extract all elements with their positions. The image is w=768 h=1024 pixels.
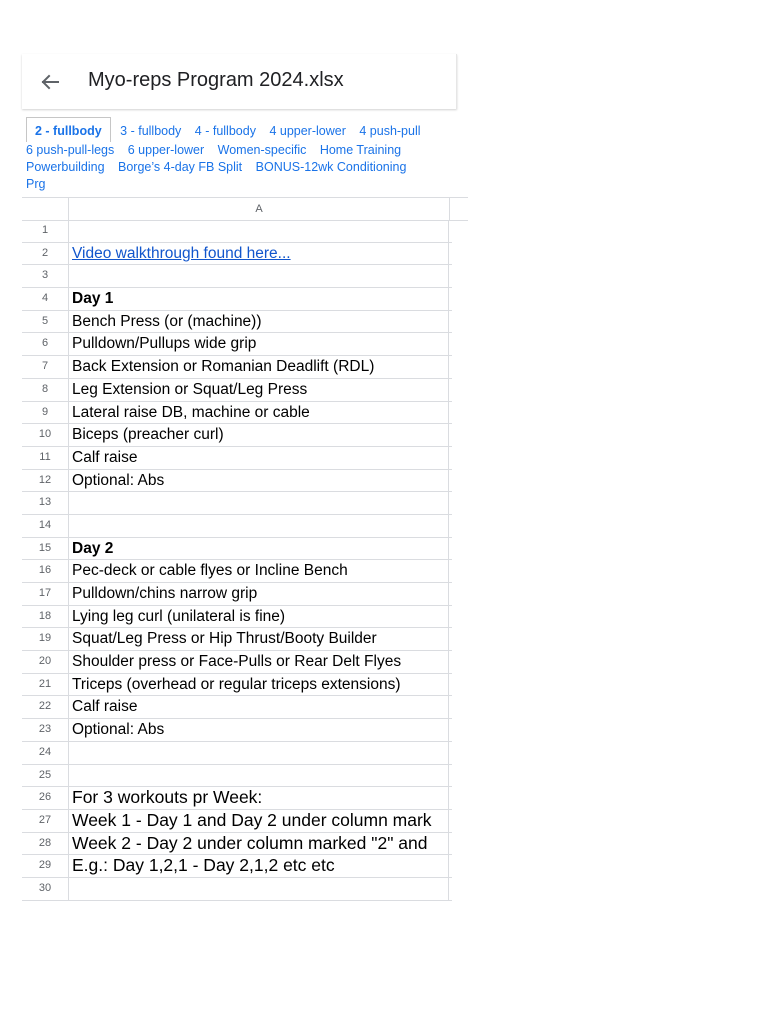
cell-a[interactable]: Calf raise <box>72 698 138 716</box>
sheet-rows <box>22 220 478 901</box>
tab-2-fullbody[interactable]: 2 - fullbody <box>26 117 111 142</box>
row-number[interactable]: 12 <box>22 470 69 492</box>
cell-a[interactable]: Optional: Abs <box>72 471 165 489</box>
column-divider <box>448 606 449 628</box>
cell-a[interactable]: Optional: Abs <box>72 721 165 739</box>
row-number[interactable]: 20 <box>22 651 69 673</box>
row-number[interactable]: 11 <box>22 447 69 469</box>
row-number[interactable]: 21 <box>22 674 69 696</box>
table-row <box>22 719 452 742</box>
cell-a[interactable]: Triceps (overhead or regular triceps extensions) <box>72 675 401 693</box>
row-number[interactable]: 22 <box>22 696 69 718</box>
table-row <box>22 492 452 515</box>
table-row <box>22 651 452 674</box>
tab-3-fullbody[interactable]: 3 - fullbody <box>120 124 182 138</box>
arrow-left-icon <box>36 68 64 96</box>
cell-a[interactable]: Calf raise <box>72 448 138 466</box>
cell-a[interactable]: Shoulder press or Face-Pulls or Rear Delt Flyes <box>72 653 402 671</box>
table-row <box>22 447 452 470</box>
row-number[interactable]: 6 <box>22 333 69 355</box>
table-row <box>22 878 452 901</box>
column-divider <box>448 719 449 741</box>
table-row <box>22 787 452 810</box>
column-header-row <box>22 197 468 221</box>
tab-6-push-pull-legs[interactable]: 6 push-pull-legs <box>26 143 115 157</box>
cell-a[interactable]: Biceps (preacher curl) <box>72 426 224 444</box>
tab-6-upper-lower[interactable]: 6 upper-lower <box>127 143 205 157</box>
tab-home-training[interactable]: Home Training <box>319 143 402 157</box>
back-button[interactable] <box>36 68 64 96</box>
column-divider <box>448 787 449 809</box>
table-row <box>22 243 452 266</box>
cell-a[interactable]: Week 2 - Day 2 under column marked "2" and <box>72 832 428 853</box>
table-row <box>22 288 452 311</box>
row-number[interactable]: 28 <box>22 833 69 855</box>
row-number[interactable]: 3 <box>22 265 69 287</box>
row-number[interactable]: 27 <box>22 810 69 832</box>
table-row <box>22 855 452 878</box>
row-number[interactable]: 9 <box>22 402 69 424</box>
cell-a[interactable]: Squat/Leg Press or Hip Thrust/Booty Builder <box>72 630 377 648</box>
column-divider <box>448 243 449 265</box>
table-row <box>22 356 452 379</box>
cell-a[interactable]: Day 2 <box>72 539 114 557</box>
cell-a[interactable]: Day 1 <box>72 290 114 308</box>
row-number[interactable]: 7 <box>22 356 69 378</box>
column-divider <box>448 470 449 492</box>
row-number[interactable]: 30 <box>22 878 69 900</box>
cell-a[interactable]: Pulldown/chins narrow grip <box>72 585 258 602</box>
column-divider <box>448 651 449 673</box>
row-number[interactable]: 29 <box>22 855 69 877</box>
column-divider <box>448 492 449 514</box>
cell-a[interactable]: For 3 workouts pr Week: <box>72 787 263 808</box>
video-walkthrough-link[interactable]: Video walkthrough found here... <box>72 244 291 262</box>
column-divider <box>448 265 449 287</box>
select-all-corner[interactable] <box>22 198 69 220</box>
table-row <box>22 220 452 243</box>
table-row <box>22 628 452 651</box>
cell-a[interactable]: Lateral raise DB, machine or cable <box>72 403 310 421</box>
row-number[interactable]: 5 <box>22 311 69 333</box>
column-divider <box>448 674 449 696</box>
row-number[interactable]: 16 <box>22 560 69 582</box>
table-row <box>22 674 452 697</box>
column-divider <box>448 515 449 537</box>
row-number[interactable]: 10 <box>22 424 69 446</box>
column-divider <box>448 311 449 333</box>
cell-a[interactable]: Week 1 - Day 1 and Day 2 under column mark <box>72 809 432 830</box>
table-row <box>22 333 452 356</box>
row-number[interactable]: 8 <box>22 379 69 401</box>
row-number[interactable]: 17 <box>22 583 69 605</box>
table-row <box>22 742 452 765</box>
table-row <box>22 833 452 856</box>
row-number[interactable]: 25 <box>22 765 69 787</box>
column-divider <box>448 220 449 242</box>
cell-a[interactable]: E.g.: Day 1,2,1 - Day 2,1,2 etc etc <box>72 855 335 876</box>
column-divider <box>448 833 449 855</box>
row-number[interactable]: 1 <box>22 220 69 242</box>
document-title: Myo-reps Program 2024.xlsx <box>88 69 344 91</box>
tab-4-push-pull[interactable]: 4 push-pull <box>359 124 421 138</box>
column-divider <box>448 878 449 900</box>
table-row <box>22 583 452 606</box>
tab-powerbuilding[interactable]: Powerbuilding <box>26 160 105 174</box>
cell-a[interactable]: Pulldown/Pullups wide grip <box>72 335 257 353</box>
table-row <box>22 424 452 447</box>
column-divider <box>448 810 449 832</box>
app-header <box>22 54 457 109</box>
column-divider <box>448 742 449 764</box>
table-row <box>22 765 452 788</box>
cell-a[interactable]: Leg Extension or Squat/Leg Press <box>72 380 308 398</box>
table-row <box>22 265 452 288</box>
table-row <box>22 311 452 334</box>
column-divider <box>448 538 449 560</box>
column-divider <box>448 560 449 582</box>
tab-4-upper-lower[interactable]: 4 upper-lower <box>269 124 346 138</box>
sheet-tabs <box>26 117 436 193</box>
tab-bonus-12wk-conditioning[interactable]: BONUS-12wk Conditioning Prg <box>26 160 407 191</box>
row-number[interactable]: 26 <box>22 787 69 809</box>
table-row <box>22 538 452 561</box>
cell-a[interactable]: Pec-deck or cable flyes or Incline Bench <box>72 562 348 580</box>
column-divider <box>448 333 449 355</box>
column-divider <box>448 583 449 605</box>
row-number[interactable]: 4 <box>22 288 69 310</box>
row-number[interactable]: 19 <box>22 628 69 650</box>
tab-borges-4-day-fb-split[interactable]: Borge’s 4-day FB Split <box>118 160 243 174</box>
table-row <box>22 606 452 629</box>
cell-a[interactable]: Back Extension or Romanian Deadlift (RDL) <box>72 358 375 376</box>
row-number[interactable]: 13 <box>22 492 69 514</box>
tab-4-fullbody[interactable]: 4 - fullbody <box>194 124 256 138</box>
row-number[interactable]: 24 <box>22 742 69 764</box>
row-number[interactable]: 18 <box>22 606 69 628</box>
column-header-a[interactable]: A <box>69 198 450 220</box>
column-divider <box>448 288 449 310</box>
row-number[interactable]: 2 <box>22 243 69 265</box>
column-divider <box>448 696 449 718</box>
table-row <box>22 379 452 402</box>
column-divider <box>448 402 449 424</box>
column-divider <box>448 379 449 401</box>
column-divider <box>448 765 449 787</box>
table-row <box>22 470 452 493</box>
row-number[interactable]: 14 <box>22 515 69 537</box>
table-row <box>22 515 452 538</box>
row-number[interactable]: 23 <box>22 719 69 741</box>
table-row <box>22 696 452 719</box>
tab-women-specific[interactable]: Women-specific <box>217 143 307 157</box>
column-divider <box>448 447 449 469</box>
column-divider <box>448 356 449 378</box>
table-row <box>22 560 452 583</box>
cell-a[interactable]: Bench Press (or (machine)) <box>72 312 262 330</box>
column-divider <box>448 424 449 446</box>
row-number[interactable]: 15 <box>22 538 69 560</box>
cell-a[interactable]: Lying leg curl (unilateral is fine) <box>72 607 286 625</box>
table-row <box>22 810 452 833</box>
table-row <box>22 402 452 425</box>
column-divider <box>448 628 449 650</box>
column-divider <box>448 855 449 877</box>
